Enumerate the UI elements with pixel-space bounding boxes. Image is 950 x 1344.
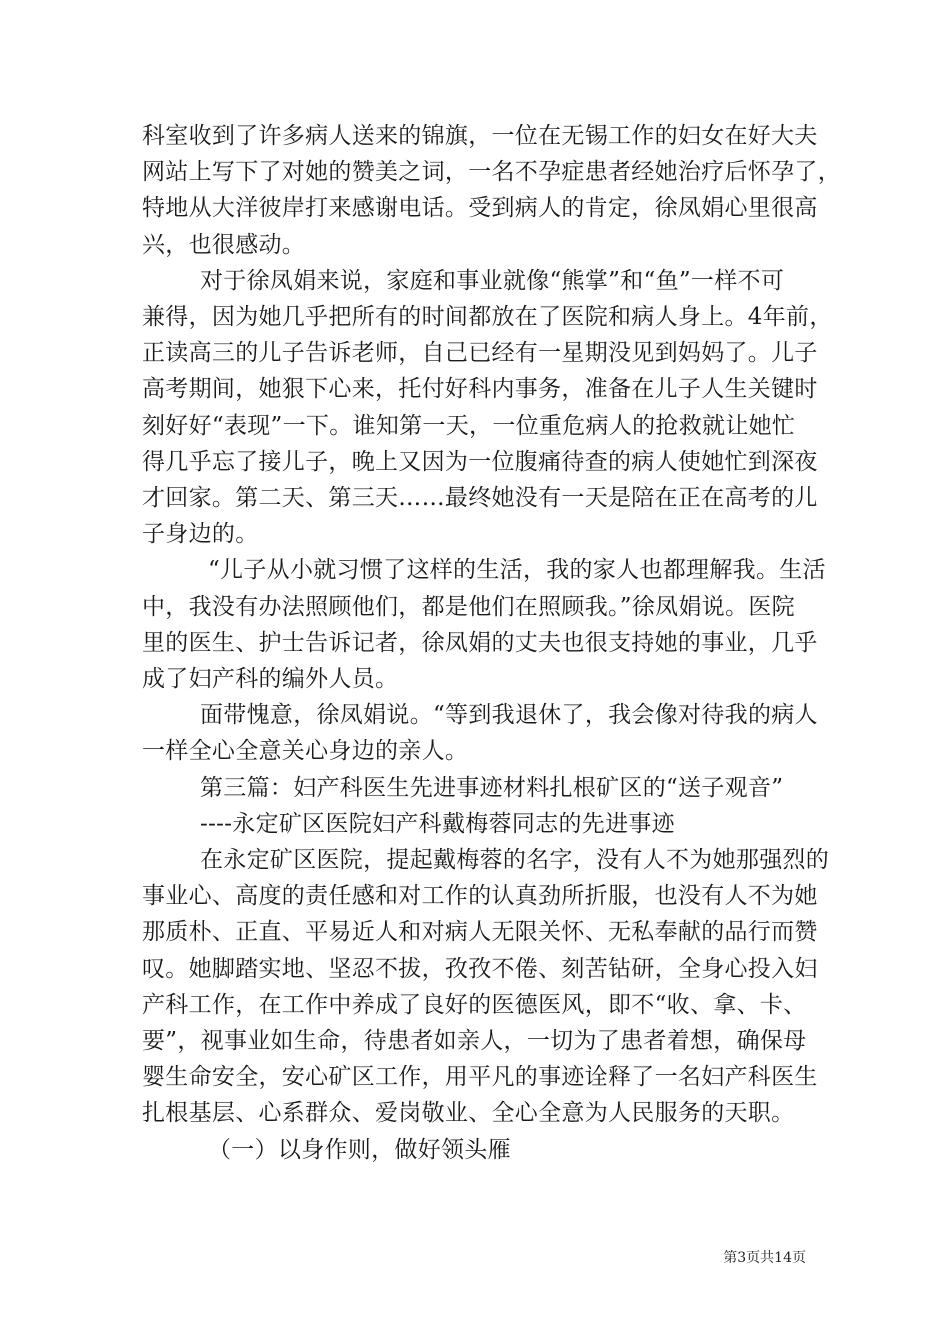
text-line: 那质朴、正直、平易近人和对病人无限关怀、无私奉献的品行而赞 [142, 919, 818, 946]
text-line: 正读高三的儿子告诉老师，自己已经有一星期没见到妈妈了。儿子 [142, 340, 818, 367]
text-line: 面带愧意，徐凤娟说。“等到我退休了，我会像对待我的病人 [200, 702, 818, 729]
text-line: 得几乎忘了接儿子，晚上又因为一位腹痛待查的病人使她忙到深夜 [142, 448, 818, 475]
text-line: 第三篇：妇产科医生先进事迹材料扎根矿区的“送子观音” [200, 774, 784, 801]
text-line: （一）以身作则，做好领头雁 [208, 1136, 511, 1163]
text-line: 里的医生、护士告诉记者，徐凤娟的丈夫也很支持她的事业，几乎 [142, 629, 818, 656]
text-line: 刻好好“表现”一下。谁知第一天，一位重危病人的抢救就让她忙 [142, 412, 796, 439]
paragraph-introduction [142, 842, 830, 1132]
page-number: 第3页共14页 [723, 1250, 806, 1266]
text-line: 网站上写下了对她的赞美之词，一名不孕症患者经她治疗后怀孕了， [142, 159, 841, 186]
subsection-heading [142, 1132, 822, 1168]
text-line: 才回家。第二天、第三天……最终她没有一天是陪在正在高考的儿 [142, 485, 818, 512]
text-line: 对于徐凤娟来说，家庭和事业就像“熊掌”和“鱼”一样不可 [200, 267, 785, 294]
text-line: 要”，视事业如生命，待患者如亲人，一切为了患者着想，确保母 [142, 1028, 807, 1055]
paragraph-retirement [142, 697, 822, 769]
text-line: 一样全心全意关心身边的亲人。 [142, 738, 469, 765]
text-line: 兴，也很感动。 [142, 231, 306, 258]
text-line: ----永定矿区医院妇产科戴梅蓉同志的先进事迹 [200, 810, 675, 837]
document-body [142, 118, 841, 1168]
paragraph-continuation [142, 118, 841, 263]
text-line: 中，我没有办法照顾他们，都是他们在照顾我。”徐凤娟说。医院 [142, 593, 795, 620]
text-line: 特地从大洋彼岸打来感谢电话。受到病人的肯定，徐凤娟心里很高 [142, 195, 818, 222]
text-line: 成了妇产科的编外人员。 [142, 666, 399, 693]
text-line: 婴生命安全，安心矿区工作，用平凡的事迹诠释了一名妇产科医生 [142, 1064, 818, 1091]
text-line: 子身边的。 [142, 521, 259, 548]
text-line: 叹。她脚踏实地、坚忍不拔，孜孜不倦、刻苦钻研，全身心投入妇 [142, 955, 818, 982]
text-line: 在永定矿区医院，提起戴梅蓉的名字，没有人不为她那强烈的 [200, 847, 830, 874]
text-line: 扎根基层、心系群众、爱岗敬业、全心全意为人民服务的天职。 [142, 1100, 795, 1127]
paragraph-quote [142, 552, 826, 697]
text-line: “儿子从小就习惯了这样的生活，我的家人也都理解我。生活 [208, 557, 826, 584]
text-line: 事业心、高度的责任感和对工作的认真劲所折服，也没有人不为她 [142, 883, 818, 910]
section-subtitle [142, 806, 822, 842]
section-title [142, 770, 822, 806]
text-line: 科室收到了许多病人送来的锦旗，一位在无锡工作的妇女在好大夫 [142, 123, 818, 149]
text-line: 兼得，因为她几乎把所有的时间都放在了医院和病人身上。4年前， [142, 304, 833, 331]
paragraph-family-career [142, 263, 833, 553]
text-line: 产科工作，在工作中养成了良好的医德医风，即不“收、拿、卡、 [142, 991, 807, 1018]
text-line: 高考期间，她狠下心来，托付好科内事务，准备在儿子人生关键时 [142, 376, 818, 403]
